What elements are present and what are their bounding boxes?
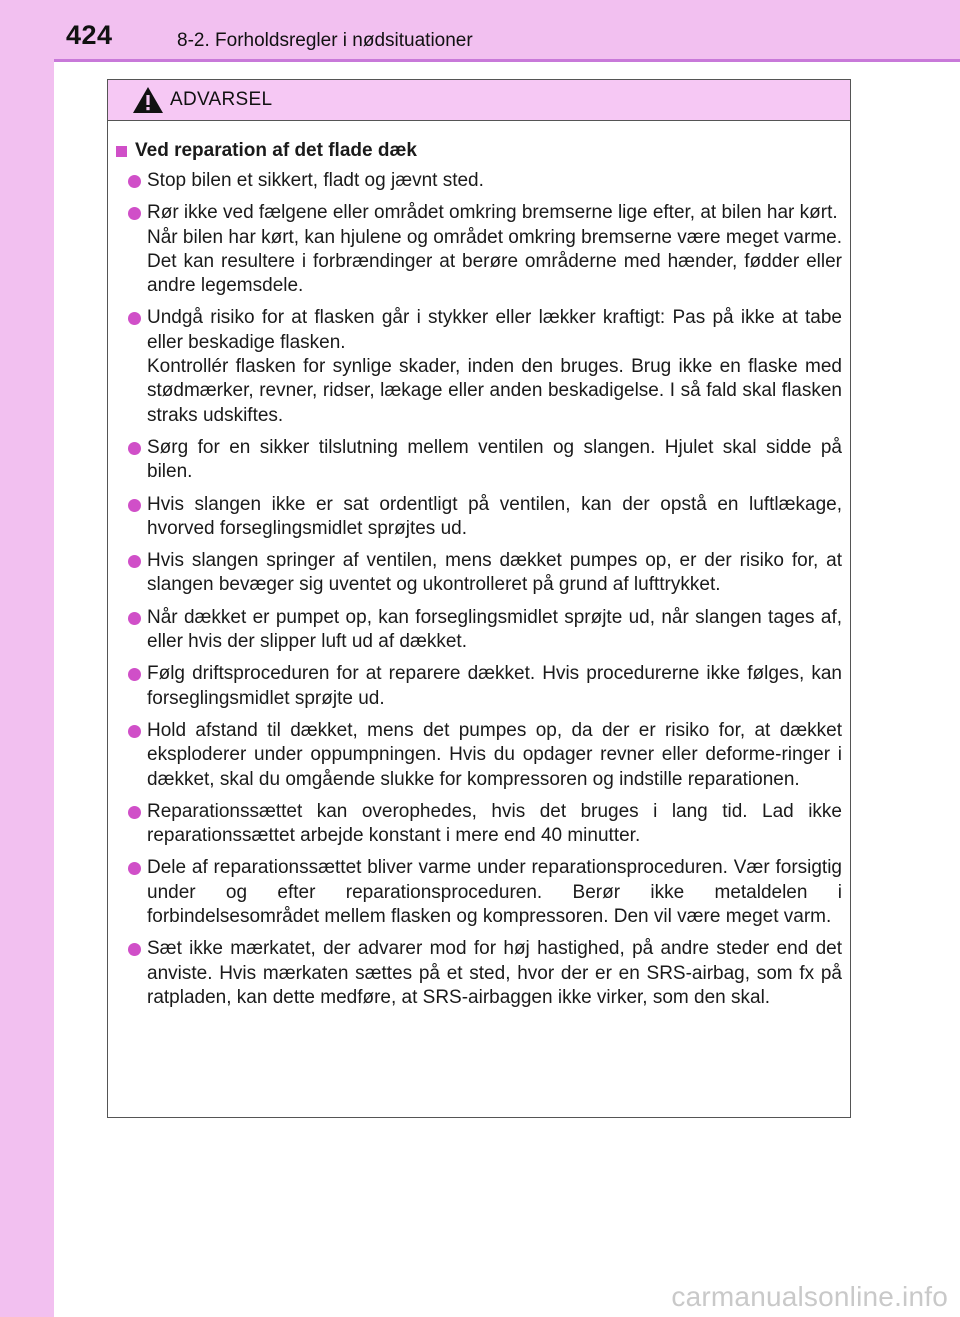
circle-bullet-icon [128,725,141,738]
warning-header [108,80,850,121]
list-item [115,856,842,929]
bullet-text: Undgå risiko for at flasken går i stykker eller lækker kraftigt: Pas på ikke at tabe eller beskadige flasken. [147,307,842,353]
bullet-text: Dele af reparationssættet bliver varme under reparationsproceduren. Vær forsigtig under og efter reparationsproceduren. Berør ikke metaldelen i forbindelsesområdet mellem flasken og kompressoren. Den vil være meget varm. [147,857,842,928]
list-item [115,937,842,1010]
bullet-text: Hvis slangen springer af ventilen, mens dækket pumpes op, er der risiko for, at slangen bevæger sig uventet og ukontrolleret på grund af lufttrykket. [147,550,842,596]
list-item [115,719,842,792]
watermark: carmanualsonline.info [671,1281,948,1312]
list-item [115,606,842,655]
circle-bullet-icon [128,312,141,325]
circle-bullet-icon [128,442,141,455]
warning-subheading [115,139,842,163]
bullet-list [115,169,842,1010]
bullet-text: Sæt ikke mærkatet, der advarer mod for høj hastighed, på andre steder end det anviste. Hvis mærkaten sættes på et sted, hvor der er en SRS-airbag, som fx på ratpladen, kan dette medføre, at SRS-airbaggen ikke virker, som den skal. [147,938,842,1008]
circle-bullet-icon [128,207,141,220]
circle-bullet-icon [128,806,141,819]
list-item [115,493,842,542]
warning-title: ADVARSEL [170,89,273,110]
warning-box [107,79,851,1118]
list-item [115,436,842,485]
warning-subheading-text: Ved reparation af det flade dæk [135,140,417,161]
bullet-text: Når bilen har kørt, kan hjulene og området omkring bremserne være meget varme. Det kan resultere i forbrændinger at berøre områderne med hænder, fødder eller andre legemsdele. [147,226,842,297]
bullet-text: Kontrollér flasken for synlige skader, inden den bruges. Brug ikke en flaske med stødmærker, revner, ridser, lækage eller anden beskadigelse. I så fald skal flasken straks udskiftes. [147,356,842,426]
header-bar [0,0,960,62]
list-item [115,306,842,427]
circle-bullet-icon [128,943,141,956]
warning-triangle-icon [132,86,164,114]
bullet-text: Når dækket er pumpet op, kan forseglingsmidlet sprøjte ud, når slangen tages af, eller hvis der slipper luft ud af dækket. [147,606,842,653]
section-title: 8-2. Forholdsregler i nødsituationer [177,30,473,51]
list-item [115,169,842,193]
bullet-text: Rør ikke ved fælgene eller området omkring bremserne lige efter, at bilen har kørt. [147,202,838,224]
list-item [115,549,842,598]
list-item [115,800,842,849]
circle-bullet-icon [128,668,141,681]
circle-bullet-icon [128,175,141,188]
warning-body [108,121,850,1010]
list-item [115,201,842,298]
bullet-text: Sørg for en sikker tilslutning mellem ventilen og slangen. Hjulet skal sidde på bilen. [147,436,842,483]
circle-bullet-icon [128,612,141,625]
square-bullet-icon [116,146,127,157]
bullet-text: Hold afstand til dækket, mens det pumpes op, da der er risiko for, at dækket eksploderer under oppumpningen. Hvis du opdager revner eller deforme-ringer i dækket, skal du omgående slukke for kompressoren og indstille reparationen. [147,719,842,790]
list-item [115,662,842,711]
page-number: 424 [66,20,113,50]
bullet-text: Hvis slangen ikke er sat ordentligt på ventilen, kan der opstå en luftlækage, hvorved forseglingsmidlet sprøjtes ud. [147,493,842,539]
circle-bullet-icon [128,499,141,512]
header-rule [54,59,960,62]
bullet-text: Reparationssættet kan overophedes, hvis det bruges i lang tid. Lad ikke reparationssættet arbejde konstant i mere end 40 minutter. [147,800,842,847]
circle-bullet-icon [128,862,141,875]
bullet-text: Følg driftsproceduren for at reparere dækket. Hvis procedurerne ikke følges, kan forseglingsmidlet sprøjte ud. [147,663,842,709]
left-margin-bar [0,0,54,1317]
bullet-text: Stop bilen et sikkert, fladt og jævnt sted. [147,170,484,191]
circle-bullet-icon [128,555,141,568]
